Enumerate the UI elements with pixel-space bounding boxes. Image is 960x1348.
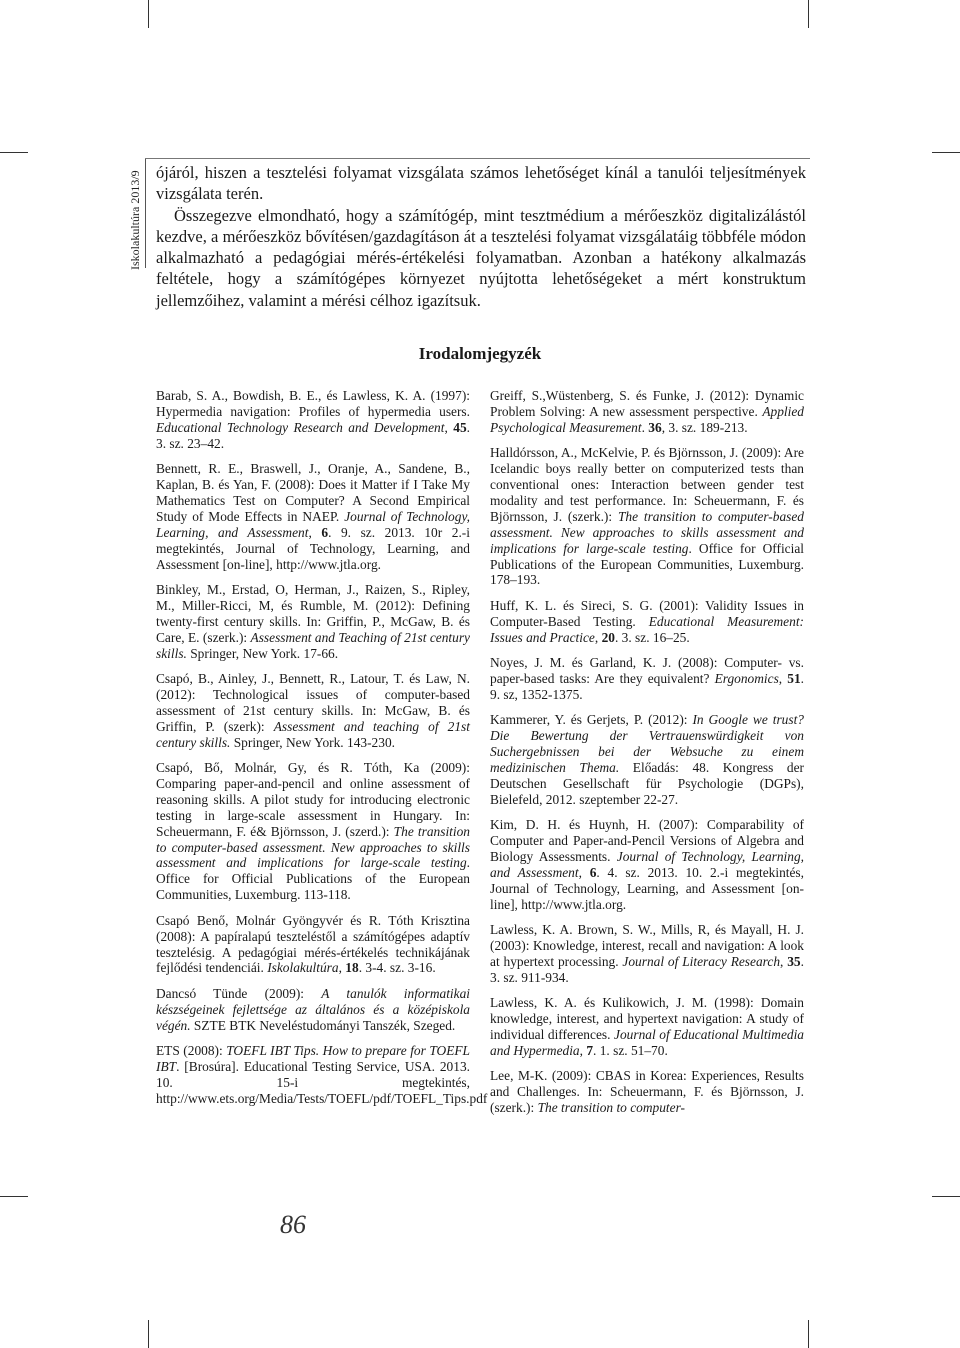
crop-mark xyxy=(808,1320,809,1348)
reference-text: , 3. sz. 189-213. xyxy=(661,419,748,435)
references-left-column xyxy=(156,388,488,1116)
reference-volume: 18 xyxy=(345,960,359,976)
reference-text: , xyxy=(338,960,346,976)
reference-entry xyxy=(490,655,804,703)
reference-entry xyxy=(156,1043,488,1107)
reference-entry xyxy=(490,712,804,807)
reference-text: Greiff, S.,Wüstenberg, S. és Funke, J. (2012): Dynamic Problem Solving: A new assessment perspective. xyxy=(490,388,804,419)
reference-source: In Google we trust? Die Bewertung der Vertrauenswürdigkeit von Suchergebnissen bei der Websuche zu einem medizinischen Thema. xyxy=(490,712,805,776)
reference-text: . 3. sz. 911-934. xyxy=(490,954,804,985)
reference-volume: 6 xyxy=(321,524,329,540)
reference-volume: 51 xyxy=(787,671,801,686)
reference-text: , xyxy=(579,1043,587,1059)
reference-text: Előadás: 48. Kongress der Deutschen Gesellschaft für Psychologie (DGPs), Bielefeld, 2012. szeptember 22-27. xyxy=(490,760,805,807)
reference-source: The transition to computer- xyxy=(537,1100,685,1116)
reference-source: Assessment and Teaching of 21st century skills. xyxy=(156,629,470,661)
reference-entry xyxy=(490,995,804,1059)
reference-text: . [Brosúra]. Educational Testing Service, USA. 2013. 10. 15-i megtekintés, http://www.ets.org/Media/Tests/TOEFL/pdf/TOEFL_Tips.pdf xyxy=(156,1058,488,1106)
reference-source: TOEFL IBT Tips. How to prepare for TOEFL IBT xyxy=(156,1043,470,1074)
reference-text: Noyes, J. M. és Garland, K. J. (2008): Computer- vs. paper-based tasks: Are they equivalent? xyxy=(490,655,804,686)
reference-text: Springer, New York. 17-66. xyxy=(186,645,339,661)
reference-entry xyxy=(490,388,804,436)
reference-text: . Office for Official Publications of the European Communities, Luxemburg. 113-118. xyxy=(156,855,470,903)
reference-text: . 4. sz. 2013. 10. 2.-i megtekintés, Journal of Technology, Learning, and Assessment [on-line], http://www.jtla.org. xyxy=(490,864,804,912)
reference-text: . 3. sz. 16–25. xyxy=(614,629,690,645)
reference-entry xyxy=(156,913,470,977)
crop-mark xyxy=(148,0,149,28)
reference-text: Csapó, B., Ainley, J., Bennett, R., Latour, T. és Law, N. (2012): Technological issues of computer-based assessment of 21st century skills. In: McGaw, B. és Griffin, P. (szerk): xyxy=(156,671,470,734)
reference-source: A tanulók informatikai készségeinek fejlettsége az általános és a középiskola végén. xyxy=(156,985,470,1033)
reference-text: , xyxy=(594,629,602,645)
reference-text: . 3. sz. 23–42. xyxy=(156,419,470,451)
reference-text: ETS (2008): xyxy=(156,1043,227,1059)
reference-text: , xyxy=(444,419,454,435)
reference-source: The transition to computer-based assessment. New approaches to skills assessment and implications for large-scale testing xyxy=(490,508,804,556)
reference-text: Dancsó Tünde (2009): xyxy=(156,985,322,1001)
running-header: Iskolakultúra 2013/9 xyxy=(128,170,142,270)
reference-text: Bennett, R. E., Braswell, J., Oranje, A., Sandene, B., Kaplan, B. és Yan, F. (2008): Does it Matter if I Take My Mathematics Test on Computer? A Second Empirical Study of Mode Effects in NAEP. xyxy=(156,461,470,524)
reference-source: Journal of Technology, Learning, and Assessment xyxy=(156,508,471,540)
reference-text: Kim, D. H. és Huynh, H. (2007): Comparability of Computer and Paper-and-Pencil Versions of Algebra and Biology Assessments. xyxy=(490,817,804,865)
reference-entry xyxy=(490,922,804,986)
reference-text: Springer, New York. 143-230. xyxy=(230,734,395,750)
reference-text: , xyxy=(778,671,788,686)
reference-entry xyxy=(490,817,804,912)
reference-volume: 45 xyxy=(453,419,467,435)
reference-source: Educational Measurement: Issues and Practice xyxy=(490,613,804,645)
reference-entry xyxy=(156,671,470,751)
reference-text: . 3-4. sz. 3-16. xyxy=(358,960,436,976)
reference-entry xyxy=(156,760,470,903)
reference-text: . Office for Official Publications of the European Communities, Luxemburg. 178–193. xyxy=(490,540,804,588)
reference-entry xyxy=(156,388,470,452)
reference-text: Lawless, K. A. és Kulikowich, J. M. (1998): Domain knowledge, interest, and hypertext navigation: A study of individual differences. xyxy=(490,995,804,1043)
reference-volume: 35 xyxy=(787,954,801,969)
reference-text: Lee, M-K. (2009): CBAS in Korea: Experiences, Results and Challenges. In: Scheuermann, F. és Björnsson, J. (szerk.): xyxy=(490,1068,804,1116)
reference-source: Ergonomics xyxy=(714,671,779,686)
crop-mark xyxy=(148,1320,149,1348)
reference-text: Kammerer, Y. és Gerjets, P. (2012): xyxy=(490,712,693,728)
references-heading: Irodalomjegyzék xyxy=(418,344,542,363)
reference-entry xyxy=(490,598,804,646)
reference-volume: 36 xyxy=(648,419,662,435)
reference-text: Csapó, Bő, Molnár, Gy, és R. Tóth, Ka (2009): Comparing paper-and-pencil and online assessment of reasoning skills. A pilot study for introducing electronic testing in large-scale assessment in Hungary. In: Scheuermann, F. é& Björnsson, J. (szerd.): xyxy=(156,760,470,839)
reference-text: . 9. sz. 2013. 10r 2.-i megtekintés, Journal of Technology, Learning, and Assessment [on-line], http://www.jtla.org. xyxy=(156,524,470,572)
reference-volume: 6 xyxy=(589,864,597,880)
reference-text: Binkley, M., Erstad, O, Herman, J., Raizen, S., Ripley, M., Miller-Ricci, M, és Rumble, M. (2012): Defining twenty-first century skills. In: Griffin, P., McGaw, B. és Care, E. (szerk.): xyxy=(156,581,470,645)
reference-entry xyxy=(490,1068,804,1116)
reference-entry xyxy=(156,986,470,1034)
reference-text: , xyxy=(780,954,788,969)
crop-mark xyxy=(0,1196,28,1197)
reference-volume: 7 xyxy=(586,1043,594,1059)
crop-mark xyxy=(808,0,809,28)
reference-text: , xyxy=(308,524,322,540)
reference-text: . xyxy=(641,419,649,435)
reference-volume: 20 xyxy=(601,629,615,645)
crop-mark xyxy=(932,1196,960,1197)
reference-text: Barab, S. A., Bowdish, B. E., és Lawless, K. A. (1997): Hypermedia navigation: Profiles of hypermedia users. xyxy=(156,388,470,419)
references-right-column xyxy=(490,388,804,1126)
reference-entry xyxy=(156,461,470,572)
reference-text: , xyxy=(578,864,590,880)
reference-text: Halldórsson, A., McKelvie, P. és Björnsson, J. (2009): Are Icelandic boys really better on computerized tests than conventional ones: Interaction between gender test modality and test performance. In: Scheuermann, F. és Björnsson, J. (szerk.): xyxy=(490,445,804,524)
reference-entry xyxy=(156,582,470,662)
crop-mark xyxy=(0,152,28,153)
reference-text: Lawless, K. A. Brown, S. W., Mills, R, és Mayall, H. J. (2003): Knowledge, interest, recall and navigation: A look at hypertext processing. xyxy=(490,922,804,969)
top-rule xyxy=(145,158,810,159)
header-rule xyxy=(145,158,146,268)
reference-source: Iskolakultúra xyxy=(267,960,339,976)
reference-text: Huff, K. L. és Sireci, S. G. (2001): Validity Issues in Computer-Based Testing. xyxy=(490,597,804,629)
reference-source: Applied Psychological Measurement xyxy=(490,403,804,435)
reference-entry xyxy=(490,445,804,588)
reference-source: Assessment and teaching of 21st century skills. xyxy=(156,718,470,750)
reference-text: . 9. sz, 1352-1375. xyxy=(490,671,804,702)
reference-source: Journal of Literacy Research xyxy=(622,954,781,969)
reference-source: The transition to computer-based assessment. New approaches to skills assessment and implications for large-scale testing xyxy=(156,823,470,871)
reference-text: Csapó Benő, Molnár Gyöngyvér és R. Tóth Krisztina (2008): A papíralapú teszteléstől a számítógépes adaptív tesztelésig. A pedagógiai mérés-értékelés technikájának fejlődési tendenciái. xyxy=(156,912,470,976)
intro-paragraph: ójáról, hiszen a tesztelési folyamat vizsgálata számos lehetőséget kínál a tanulói teljesítmények vizsgálata terén. xyxy=(156,163,806,204)
reference-source: Educational Technology Research and Development xyxy=(156,419,445,435)
page-number: 86 xyxy=(280,1210,306,1239)
reference-source: Journal of Educational Multimedia and Hypermedia xyxy=(490,1027,805,1059)
reference-source: Journal of Technology, Learning, and Assessment xyxy=(490,849,805,880)
crop-mark xyxy=(932,152,960,153)
reference-text: . 1. sz. 51–70. xyxy=(593,1043,668,1059)
intro-text xyxy=(156,162,806,311)
intro-paragraph: Összegezve elmondható, hogy a számítógép, mint tesztmédium a mérőeszköz digitalizálástól kezdve, a mérőeszköz bővítésen/gazdagításon át a tesztelési folyamat vizsgálatáig többféle módon alkalmazható a pedagógiai mérés-értékelési folyamatban. Azonban a hatékony alkalmazás feltétele, hogy a számítógépes környezet nyújtotta lehetőségeket a mért konstruktum jellemzőihez, valamint a mérési célhoz igazítsuk. xyxy=(156,205,806,310)
reference-text: SZTE BTK Neveléstudományi Tanszék, Szeged. xyxy=(190,1017,456,1033)
